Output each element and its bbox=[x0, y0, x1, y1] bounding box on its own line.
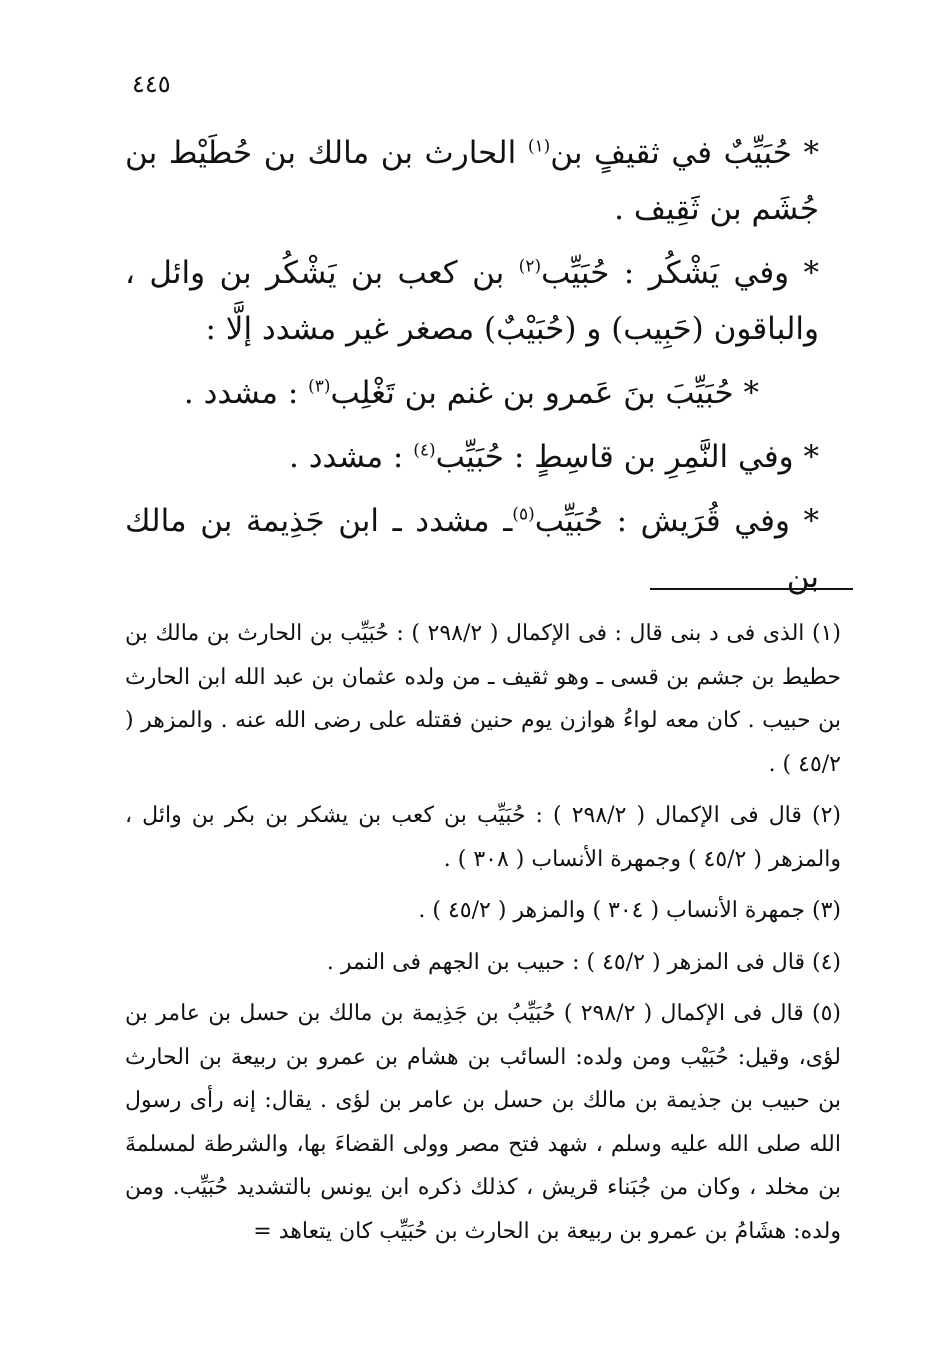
main-text bbox=[125, 125, 819, 605]
footnote-1: (١) الذى فى د بنى قال : فى الإكمال ( ٢٩٨/٢ ) : حُبَيِّب بن الحارث بن مالك بن حطيط بن جشم بن قسى ـ وهو ثقيف ـ من ولده عثمان بن عبد الله ابن الحارث بن حبيب . كان معه لواءُ هوازن يوم حنين فقتله على رضى الله عنه . والمزهر ( ٤٥/٢ ) . bbox=[125, 621, 841, 777]
footnote-2: (٢) قال فى الإكمال ( ٢٩٨/٢ ) : حُبَيِّب بن كعب بن يشكر بن بكر بن وائل ، والمزهر ( ٤٥/٢ ) وجمهرة الأنساب ( ٣٠٨ ) . bbox=[125, 803, 841, 872]
entry-yashkur-text: * وفي يَشْكُر : حُبَيِّب bbox=[541, 255, 819, 291]
footnote-4: (٤) قال فى المزهر ( ٤٥/٢ ) : حبيب بن الجهم فى النمر . bbox=[326, 949, 841, 975]
entry-quraysh-text: * وفي قُرَيش : حُبَيِّب bbox=[534, 503, 820, 539]
entry-taghlib-text: * حُبَيِّبَ بنَ عَمرو بن غنم بن تَغْلِب bbox=[330, 375, 759, 411]
footnote-ref-4: (٤) bbox=[413, 440, 436, 461]
entry-thaqif-rest: الحارث بن مالك بن حُطَيْط بن جُشَم بن ثَقِيف . bbox=[125, 135, 819, 227]
entry-namir bbox=[125, 429, 819, 485]
entry-namir-rest: : مشدد . bbox=[289, 439, 414, 475]
footnote-3: (٣) جمهرة الأنساب ( ٣٠٤ ) والمزهر ( ٤٥/٢ ) . bbox=[418, 898, 841, 923]
entry-namir-text: * وفي النَّمِرِ بن قاسِطٍ : حُبَيِّب bbox=[435, 439, 819, 475]
entry-taghlib-rest: : مشدد . bbox=[183, 375, 309, 411]
entry-yashkur bbox=[125, 245, 819, 357]
entry-thaqif bbox=[125, 125, 819, 237]
entry-yashkur-rest: بن كعب بن يَشْكُر بن وائل ، والباقون (حَبِيب) و (حُبَيْبٌ) مصغر غير مشدد إلَّا : bbox=[125, 255, 819, 347]
entry-thaqif-text: * حُبَيِّبٌ في ثقيفٍ بن bbox=[550, 135, 819, 171]
footnote-divider bbox=[650, 588, 853, 590]
footnote-ref-5: (٥) bbox=[512, 504, 535, 525]
footnote-ref-2: (٢) bbox=[518, 256, 542, 277]
entry-quraysh-rest: ـ مشدد ـ ابن جَذِيمة بن مالك بن bbox=[125, 503, 819, 595]
entry-taghlib bbox=[125, 365, 819, 421]
footnote-ref-3: (٣) bbox=[308, 376, 331, 397]
page-number: ٤٤٥ bbox=[132, 70, 171, 98]
footnotes bbox=[125, 612, 841, 1253]
footnote-ref-1: (١) bbox=[527, 136, 551, 157]
footnote-5: (٥) قال فى الإكمال ( ٢٩٨/٢ ) حُبَيِّبُ بن جَذِيمة بن مالك بن حسل بن عامر بن لؤى، وقيل: حُبَيْب ومن ولده: السائب بن هشام بن عمرو بن ربيعة بن الحارث بن حبيب بن جذيمة بن مالك بن حسل بن عامر بن لؤى . يقال: إنه رأى رسول الله صلى الله عليه وسلم ، شهد فتح مصر وولى القضاءَ بها، والشرطة لمسلمةَ بن مخلد ، وكان من جُبَناء قريش ، كذلك ذكره ابن يونس بالتشديد حُبَيِّب. ومن ولده: هشَامُ بن عمرو بن ربيعة بن الحارث بن حُبَيِّب كان يتعاهد = bbox=[125, 1001, 841, 1244]
